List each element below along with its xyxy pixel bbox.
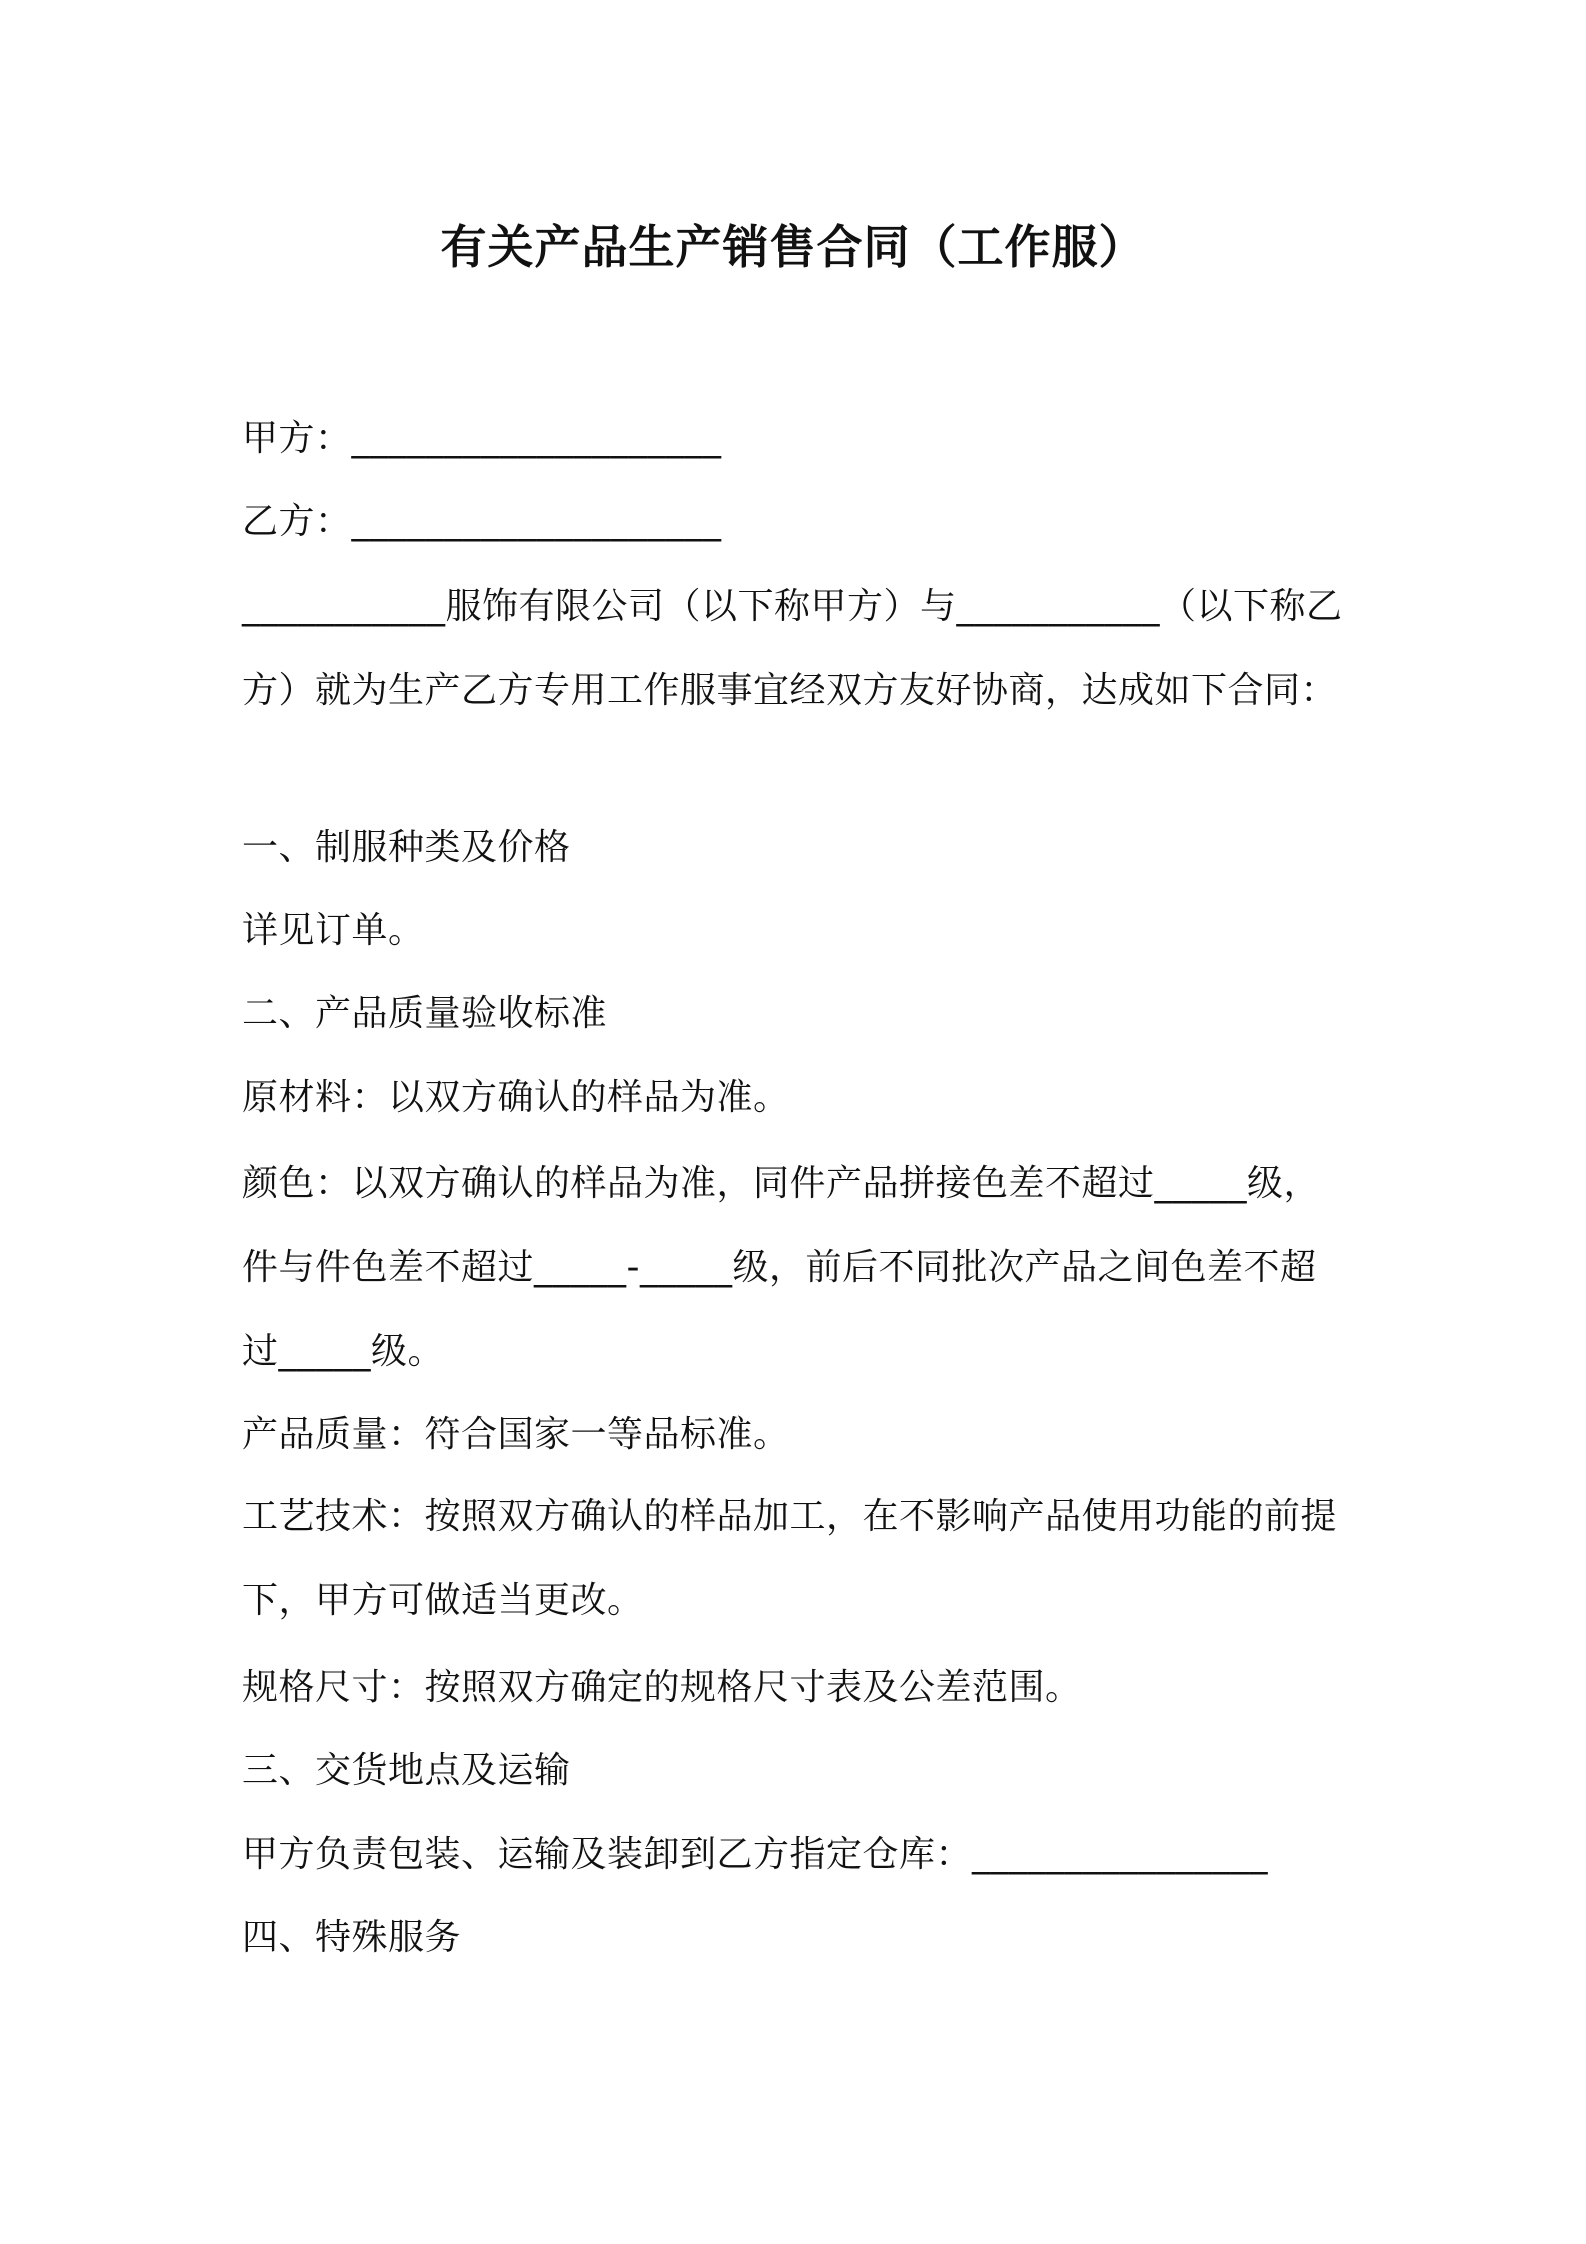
delivery-line: 甲方负责包装、运输及装卸到乙方指定仓库：________________	[242, 1834, 1269, 1875]
document-title: 有关产品生产销售合同（工作服）	[440, 220, 1146, 274]
product-quality-line: 产品质量：符合国家一等品标准。	[242, 1414, 790, 1455]
section4-heading: 四、特殊服务	[242, 1917, 462, 1958]
party-a-line: 甲方：____________________	[242, 418, 722, 459]
intro-paragraph: ___________服饰有限公司（以下称甲方）与___________（以下称乙方）就为生产乙方专用工作服事宜经双方友好协商，达成如下合同：	[242, 586, 1343, 711]
section3-heading: 三、交货地点及运输	[242, 1750, 571, 1791]
section2-heading: 二、产品质量验收标准	[242, 993, 608, 1034]
color-paragraph: 颜色：以双方确认的样品为准，同件产品拼接色差不超过_____级，件与件色差不超过_____-_____级，前后不同批次产品之间色差不超过_____级。	[242, 1163, 1321, 1372]
section1-text: 详见订单。	[242, 910, 425, 951]
section1-heading: 一、制服种类及价格	[242, 827, 571, 868]
size-spec-line: 规格尺寸：按照双方确定的规格尺寸表及公差范围。	[242, 1667, 1082, 1708]
party-b-line: 乙方：____________________	[242, 501, 722, 542]
raw-material-line: 原材料：以双方确认的样品为准。	[242, 1077, 790, 1118]
craft-paragraph: 工艺技术：按照双方确认的样品加工，在不影响产品使用功能的前提下，甲方可做适当更改。	[242, 1496, 1338, 1621]
